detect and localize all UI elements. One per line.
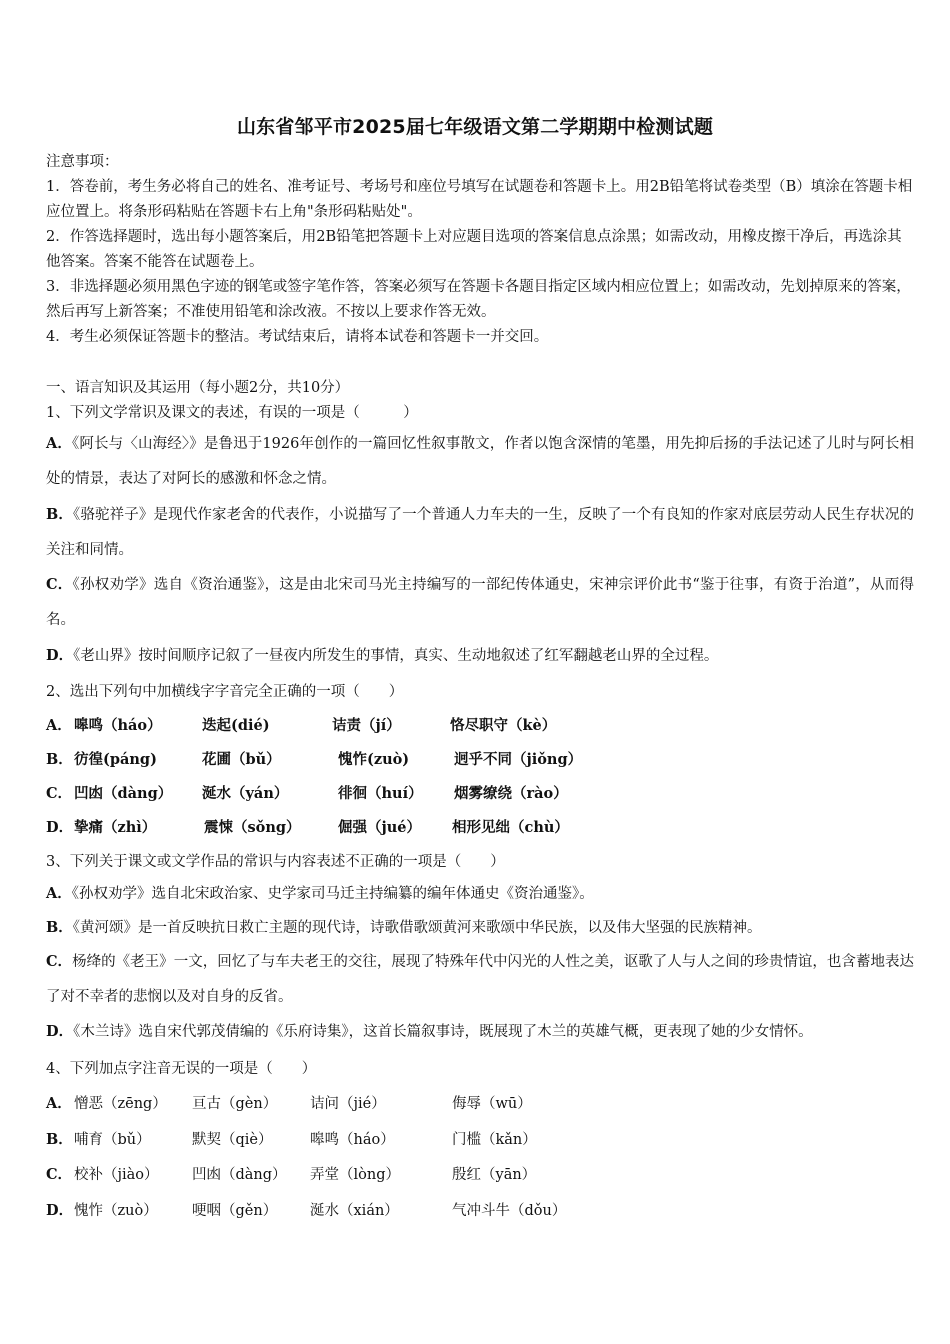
option-cell: 弄堂（lòng） [310, 1167, 400, 1183]
option-cell: 哽咽（gěn） [192, 1203, 278, 1219]
option-label: C． [46, 1166, 73, 1183]
option-text: 《黄河颂》是一首反映抗日救亡主题的现代诗，诗歌借歌颂黄河来歌颂中华民族，以及伟大坚强的民族精神。 [72, 920, 762, 936]
question-1-stem: 1、下列文学常识及课文的表述，有误的一项是（ ） [46, 405, 418, 421]
option-cell: 愧怍(zuò) [338, 751, 410, 768]
question-3-option-b [46, 910, 914, 946]
option-cell: 挚痛（zhì） [74, 819, 157, 836]
option-cell: 迭起(dié) [202, 717, 270, 734]
option-label: A． [46, 435, 73, 452]
option-text: 《孙权劝学》选自北宋政治家、史学家司马迁主持编纂的编年体通史《资治通鉴》。 [71, 886, 594, 902]
option-cell: 倔强（jué） [338, 819, 422, 836]
option-text: 《阿长与〈山海经〉》是鲁迅于1926年创作的一篇回忆性叙事散文，作者以饱含深情的笔墨，用先抑后扬的手法记述了儿时与阿长相处的情景，表达了对阿长的感激和怀念之情。 [46, 436, 914, 487]
question-2-option-c [46, 782, 916, 804]
question-1-option-d [46, 638, 914, 674]
option-label: B． [46, 919, 73, 936]
option-cell: 烟雾缭绕（rào） [454, 785, 568, 802]
option-cell: 哺育（bǔ） [74, 1132, 151, 1148]
option-label: B． [46, 1131, 73, 1148]
option-label: B． [46, 506, 74, 523]
question-4-option-b [46, 1128, 916, 1150]
question-2-stem: 2、选出下列句中加横线字字音完全正确的一项（ ） [46, 684, 404, 700]
option-cell: 嗥鸣（háo） [74, 717, 162, 734]
option-label: B． [46, 751, 73, 768]
option-text: 《孙权劝学》选自《资治通鉴》，这是由北宋司马光主持编写的一部纪传体通史，宋神宗评价此书“鉴于往事，有资于治道”，从而得名。 [46, 577, 914, 628]
question-1-option-a [46, 426, 914, 497]
option-cell: 愧怍（zuò） [74, 1203, 158, 1219]
option-cell: 迥乎不同（jiǒng） [454, 751, 583, 768]
option-text: 《木兰诗》选自宋代郭茂倩编的《乐府诗集》，这首长篇叙事诗，既展现了木兰的英雄气概，更表现了她的少女情怀。 [73, 1024, 813, 1040]
option-label: C． [46, 785, 73, 802]
option-cell: 涎水（yán） [202, 785, 289, 802]
question-2-option-d [46, 816, 916, 838]
option-label: D． [46, 819, 74, 836]
question-3-option-c [46, 944, 914, 1015]
option-cell: 徘徊（huí） [338, 785, 423, 802]
option-label: D． [46, 647, 74, 664]
option-cell: 默契（qiè） [192, 1132, 273, 1148]
question-4-option-d [46, 1199, 916, 1221]
question-4-stem: 4、下列加点字注音无误的一项是（ ） [46, 1061, 317, 1077]
option-text: 《老山界》按时间顺序记叙了一昼夜内所发生的事情，真实、生动地叙述了红军翻越老山界的全过程。 [73, 648, 719, 664]
option-cell: 相形见绌（chù） [452, 819, 569, 836]
notice-item: 4．考生必须保证答题卡的整洁。考试结束后，请将本试卷和答题卡一并交回。 [46, 329, 549, 345]
option-cell: 恪尽职守（kè） [450, 717, 557, 734]
option-label: A． [46, 717, 72, 734]
option-cell: 涎水（xián） [310, 1203, 399, 1219]
option-cell: 诘责（jí） [332, 717, 401, 734]
option-label: D． [46, 1023, 74, 1040]
question-2-option-b [46, 748, 916, 770]
option-label: A． [46, 1095, 72, 1112]
option-cell: 亘古（gèn） [192, 1096, 278, 1112]
option-label: C． [46, 953, 73, 970]
option-cell: 凹凼（dàng） [192, 1167, 287, 1183]
option-cell: 校补（jiào） [74, 1167, 159, 1183]
question-1-option-c [46, 567, 914, 638]
question-3-option-a [46, 876, 914, 912]
option-cell: 花圃（bǔ） [202, 751, 281, 768]
option-cell: 凹凼（dàng） [74, 785, 173, 802]
option-text: 《骆驼祥子》是现代作家老舍的代表作，小说描写了一个普通人力车夫的一生，反映了一个有良知的作家对底层劳动人民生存状况的关注和同情。 [46, 507, 914, 558]
option-cell: 殷红（yān） [452, 1167, 537, 1183]
question-2-option-a [46, 714, 916, 736]
option-cell: 震悚（sǒng） [204, 819, 301, 836]
question-4-option-c [46, 1163, 916, 1185]
question-3-stem: 3、下列关于课文或文学作品的常识与内容表述不正确的一项是（ ） [46, 854, 505, 870]
option-cell: 彷徨(páng) [74, 751, 157, 768]
notice-item: 3．非选择题必须用黑色字迹的钢笔或签字笔作答，答案必须写在答题卡各题目指定区域内相应位置上；如需改动，先划掉原来的答案，然后再写上新答案；不准使用铅笔和涂改液。不按以上要求作答无效。 [46, 279, 911, 320]
page-title: 山东省邹平市2025届七年级语文第二学期期中检测试题 [236, 116, 714, 138]
option-cell: 嗥鸣（háo） [310, 1132, 395, 1148]
option-text: 杨绛的《老王》一文，回忆了与车夫老王的交往，展现了特殊年代中闪光的人性之美，讴歌了人与人之间的珍贵情谊，也含蓄地表达了对不幸者的悲悯以及对自身的反省。 [46, 954, 914, 1005]
notice-block [46, 150, 916, 350]
option-label: C． [46, 576, 73, 593]
option-label: D． [46, 1202, 74, 1219]
notice-item: 2．作答选择题时，选出每小题答案后，用2B铅笔把答题卡上对应题目选项的答案信息点涂黑；如需改动，用橡皮擦干净后，再选涂其他答案。答案不能答在试题卷上。 [46, 229, 902, 270]
option-label: A． [46, 885, 72, 902]
option-cell: 侮辱（wū） [452, 1096, 532, 1112]
notice-heading: 注意事项： [46, 154, 119, 170]
section-heading: 一、语言知识及其运用（每小题2分，共10分） [46, 380, 350, 396]
notice-item: 1．答卷前，考生务必将自己的姓名、准考证号、考场号和座位号填写在试题卷和答题卡上。用2B铅笔将试卷类型（B）填涂在答题卡相应位置上。将条形码粘贴在答题卡右上角"条形码粘贴处"。 [46, 179, 913, 220]
question-3-option-d [46, 1014, 918, 1050]
option-cell: 憎恶（zēng） [74, 1096, 167, 1112]
option-cell: 诘问（jié） [310, 1096, 386, 1112]
question-1-option-b [46, 497, 914, 568]
option-cell: 门槛（kǎn） [452, 1132, 537, 1148]
option-cell: 气冲斗牛（dǒu） [452, 1203, 567, 1219]
question-4-option-a [46, 1092, 916, 1114]
